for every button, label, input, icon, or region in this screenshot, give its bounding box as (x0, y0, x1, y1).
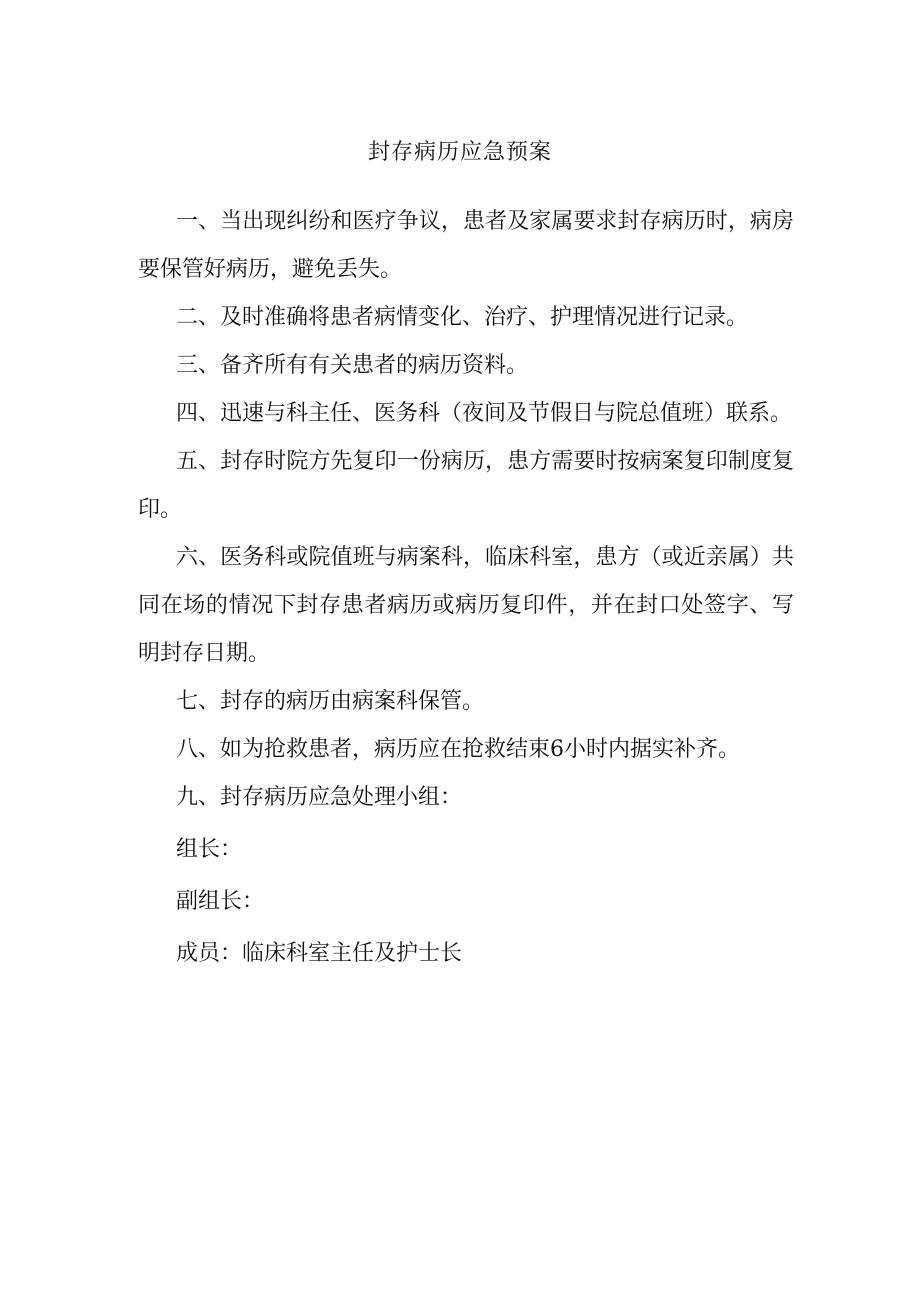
item-7: 七、封存的病历由病案科保管。 (176, 689, 485, 714)
item-2: 二、及时准确将患者病情变化、治疗、护理情况进行记录。 (176, 305, 749, 330)
item-1: 一、当出现纠纷和医疗争议，患者及家属要求封存病历时，病房要保管好病历，避免丢失。 (138, 209, 794, 282)
item-4: 四、迅速与科主任、医务科（夜间及节假日与院总值班）联系。 (176, 401, 793, 426)
team-leader: 组长： (176, 837, 243, 862)
item-6: 六、医务科或院值班与病案科，临床科室，患方（或近亲属）共同在场的情况下封存患者病历或病历复印件，并在封口处签字、写明封存日期。 (138, 545, 794, 666)
team-deputy-leader: 副组长： (176, 889, 265, 914)
item-9: 九、封存病历应急处理小组： (176, 785, 463, 810)
document-body (138, 198, 794, 978)
item-8: 八、如为抢救患者，病历应在抢救结束6小时内据实补齐。 (176, 737, 740, 762)
item-5: 五、封存时院方先复印一份病历，患方需要时按病案复印制度复印。 (138, 449, 794, 522)
team-members: 成员：临床科室主任及护士长 (176, 941, 463, 966)
document-title: 封存病历应急预案 (367, 140, 552, 165)
item-3: 三、备齐所有有关患者的病历资料。 (176, 353, 529, 378)
